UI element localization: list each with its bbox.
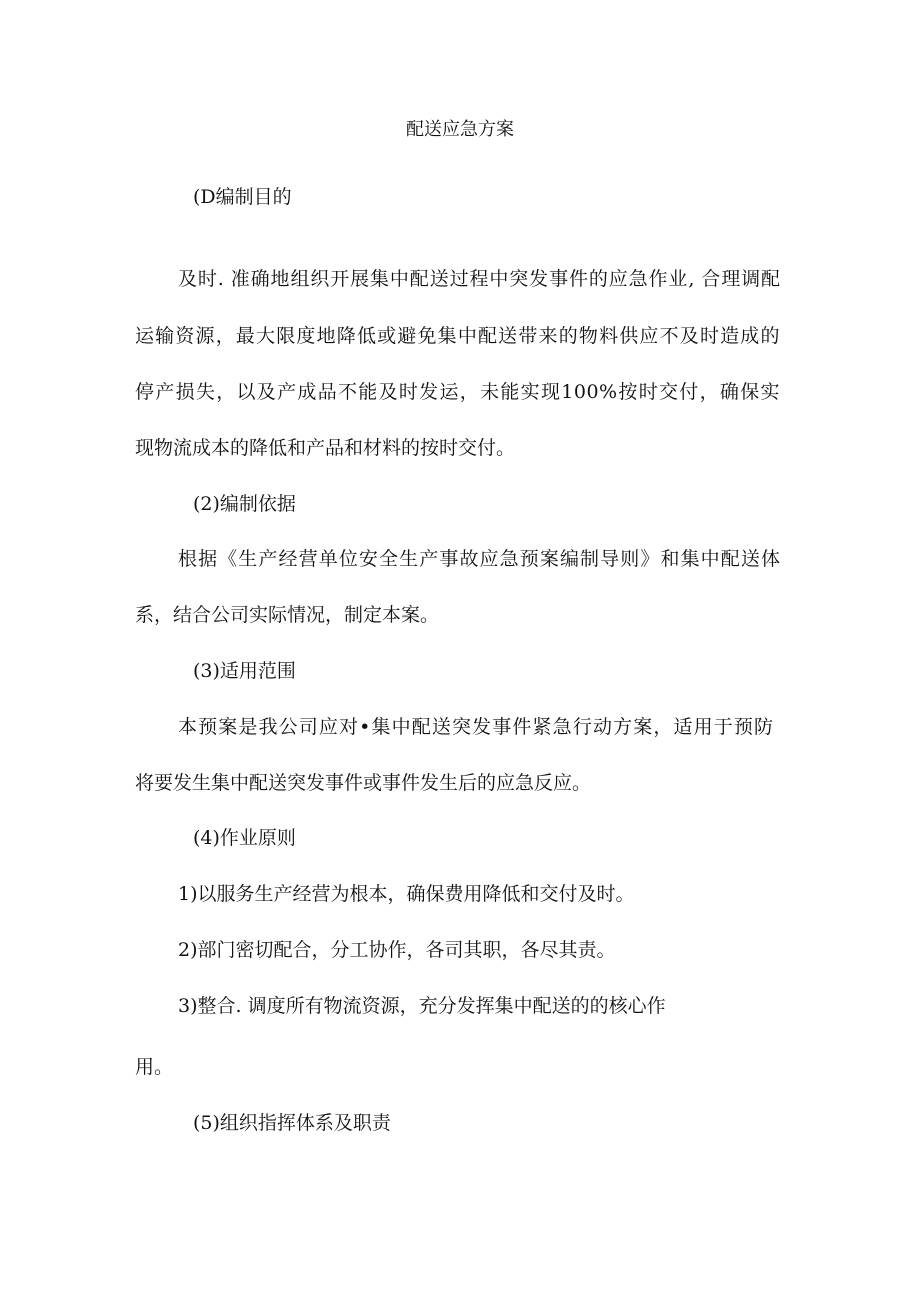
paragraph-line: 现物流成本的降低和产品和材料的按时交付。 [135, 437, 516, 459]
list-item-continuation: 用。 [135, 1056, 174, 1078]
paragraph-line: 本预案是我公司应对•集中配送突发事件紧急行动方案，适用于预防 [178, 716, 773, 738]
list-item: 1)以服务生产经营为根本，确保费用降低和交付及时。 [178, 883, 635, 905]
paragraph-line: 根据《生产经营单位安全生产事故应急预案编制导则》和集中配送体 [178, 548, 780, 570]
paragraph-line: 将要发生集中配送突发事件或事件发生后的应急反应。 [135, 772, 592, 794]
section-heading-organization: (5)组织指挥体系及职责 [193, 1112, 391, 1134]
paragraph-line: 停产损失，以及产成品不能及时发运，未能实现100%按时交付，确保实 [135, 381, 780, 403]
section-heading-purpose: (D编制目的 [193, 186, 292, 208]
section-heading-scope: (3)适用范围 [193, 660, 296, 682]
paragraph-line: 运输资源，最大限度地降低或避免集中配送带来的物料供应不及时造成的 [135, 325, 780, 347]
section-heading-basis: (2)编制依据 [193, 493, 296, 515]
list-item: 2)部门密切配合，分工协作，各司其职，各尽其责。 [178, 939, 616, 961]
paragraph-line: 及时. 准确地组织开展集中配送过程中突发事件的应急作业, 合理调配 [178, 268, 780, 290]
section-heading-principles: (4)作业原则 [193, 827, 296, 849]
page-title: 配送应急方案 [406, 119, 514, 140]
list-item: 3)整合. 调度所有物流资源，充分发挥集中配送的的核心作 [178, 995, 666, 1017]
paragraph-line: 系，结合公司实际情况，制定本案。 [135, 604, 440, 626]
